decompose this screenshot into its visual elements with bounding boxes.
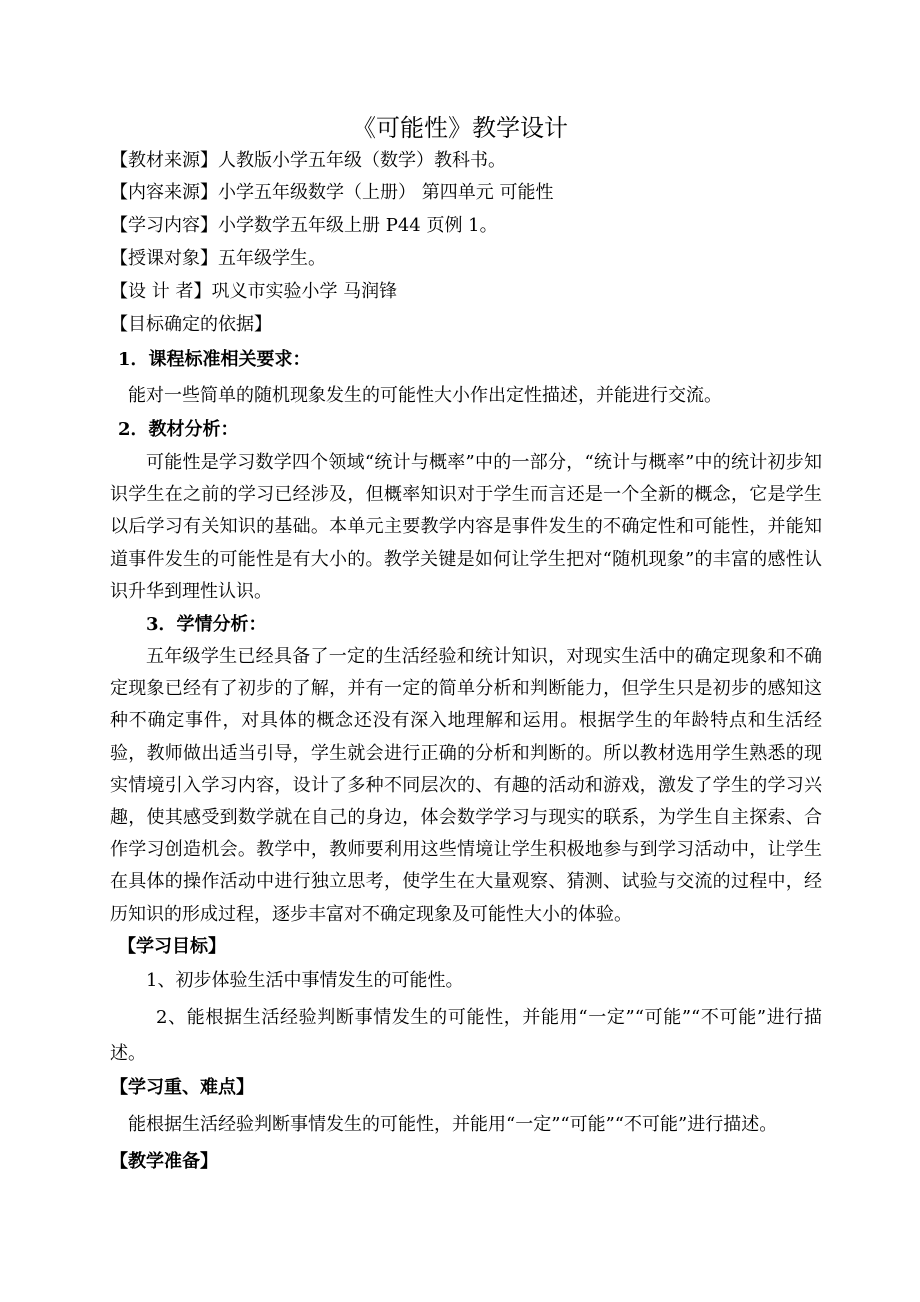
objective-item-1: 1、初步体验生活中事情发生的可能性。 [146, 970, 464, 991]
meta-basis-heading: 【目标确定的依据】 [110, 314, 272, 335]
meta-content-source: 【内容来源】小学五年级数学（上册） 第四单元 可能性 [110, 182, 554, 203]
textbook-heading: 2．教材分析： [118, 419, 239, 440]
students-paragraph: 五年级学生已经具备了一定的生活经验和统计知识，对现实生活中的确定现象和不确定现象已经有了初步的了解，并有一定的简单分析和判断能力，但学生只是初步的感知这种不确定事件，对具体的概念还没有深入地理解和运用。根据学生的年龄特点和生活经验，教师做出适当引导，学生就会进行正确的分析和判断的。所以教材选用学生熟悉的现实情境引入学习内容，设计了多种不同层次的、有趣的活动和游戏，激发了学生的学习兴趣，使其感受到数学就在自己的身边，体会数学学习与现实的联系，为学生自主探索、合作学习创造机会。教学中，教师要利用这些情境让学生积极地参与到学习活动中，让学生在具体的操作活动中进行独立思考，使学生在大量观察、猜测、试验与交流的过程中，经历知识的形成过程，逐步丰富对不确定现象及可能性大小的体验。 [110, 646, 822, 925]
curriculum-heading: 1．课程标准相关要求： [118, 349, 311, 370]
meta-audience: 【授课对象】五年级学生。 [110, 248, 326, 269]
meta-learning-content: 【学习内容】小学数学五年级上册 P44 页例 1。 [110, 215, 498, 236]
document-title: 《可能性》教学设计 [352, 114, 568, 142]
objectives-heading: 【学习目标】 [118, 936, 226, 957]
students-heading: 3．学情分析： [146, 614, 267, 635]
meta-source-material: 【教材来源】人教版小学五年级（数学）教科书。 [110, 150, 506, 171]
textbook-paragraph: 可能性是学习数学四个领域“统计与概率”中的一部分，“统计与概率”中的统计初步知识学生在之前的学习已经涉及，但概率知识对于学生而言还是一个全新的概念，它是学生以后学习有关知识的基础。本单元主要教学内容是事件发生的不确定性和可能性，并能知道事件发生的可能性是有大小的。教学关键是如何让学生把对“随机现象”的丰富的感性认识升华到理性认识。 [110, 452, 822, 602]
objective-item-2: 2、能根据生活经验判断事情发生的可能性，并能用“一定”“可能”“不可能”进行描述。 [110, 1007, 822, 1064]
meta-designer: 【设 计 者】巩义市实验小学 马润锋 [110, 281, 398, 302]
key-points-heading: 【学习重、难点】 [110, 1077, 254, 1098]
preparation-heading: 【教学准备】 [110, 1151, 218, 1172]
curriculum-text: 能对一些简单的随机现象发生的可能性大小作出定性描述，并能进行交流。 [128, 385, 722, 406]
key-points-text: 能根据生活经验判断事情发生的可能性，并能用“一定”“可能”“不可能”进行描述。 [128, 1114, 778, 1135]
